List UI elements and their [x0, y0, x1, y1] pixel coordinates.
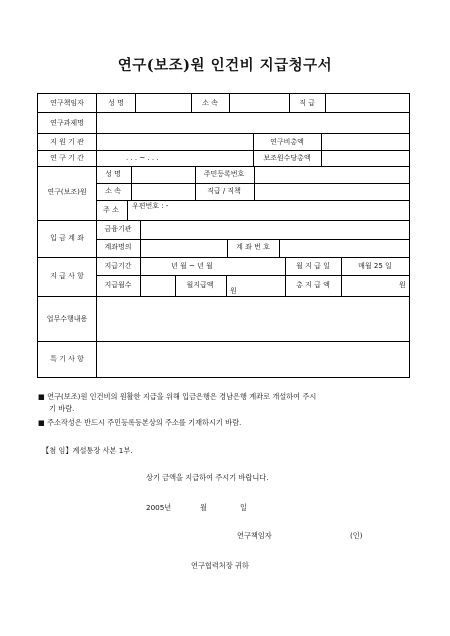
- won-unit-total: 원: [399, 281, 406, 289]
- date-year: 2005년: [146, 503, 172, 512]
- won-unit-monthly: 원: [230, 287, 237, 295]
- form-title: 연구(보조)원 인건비 지급청구서: [117, 57, 333, 74]
- assistant-total-label: 보조원수당총액: [263, 154, 311, 162]
- assistant-name-label: 성 명: [105, 170, 121, 178]
- rank-label: 직 급: [299, 99, 315, 107]
- bank-label: 금융기관: [104, 225, 132, 233]
- date-day: 일: [240, 503, 247, 512]
- account-number-label: 계 좌 번 호: [236, 243, 270, 251]
- duties-label: 업무수행내용: [46, 315, 88, 323]
- payment-period-value: 년 월 ~ 년 월: [171, 262, 213, 270]
- date-month: 월: [200, 503, 207, 512]
- postal-code: 우편번호 : -: [132, 202, 169, 210]
- note-1-line-1: ■ 연구(보조)원 인건비의 원활한 지급을 위해 입금은행은 경남은행 계좌로 개설하여 주시: [38, 392, 317, 401]
- monthly-amount-label: 월지급액: [186, 281, 214, 289]
- assistant-affiliation-label: 소 속: [105, 187, 121, 195]
- attachment-note: 【첨 임】계설통장 사본 1부.: [42, 446, 133, 455]
- addressee: 연구협력처장 귀하: [191, 561, 249, 570]
- account-holder-label: 계좌명의: [104, 243, 132, 251]
- monthly-payday-label: 월 지 급 일: [296, 262, 330, 270]
- position-label: 직급 / 직책: [207, 187, 241, 195]
- monthly-payday-value: 매월 25 일: [358, 262, 392, 270]
- signer-label: 연구책임자: [237, 531, 272, 540]
- period-dots: . . . ~ . . .: [126, 154, 159, 162]
- note-1-line-2: 기 바람.: [49, 404, 75, 413]
- affiliation-label: 소 속: [202, 99, 218, 107]
- research-period-label: 연 구 기 간: [50, 154, 84, 162]
- remarks-label: 특 기 사 항: [50, 355, 84, 363]
- total-amount-label: 총 지 급 액: [296, 281, 330, 289]
- name-label: 성 명: [108, 99, 124, 107]
- project-name-label: 연구과제명: [50, 119, 84, 127]
- request-statement: 상기 금액을 지급하여 주시기 바랍니다.: [146, 473, 269, 482]
- deposit-account-label: 입 금 계 좌: [50, 234, 84, 242]
- total-research-fund-label: 연구비총액: [270, 138, 304, 146]
- payment-period-label: 지급기간: [104, 262, 132, 270]
- note-2: ■ 주소작성은 반드시 주민등록등본상의 주소를 기재하시기 바람.: [38, 418, 242, 427]
- researcher-label: 연구책임자: [50, 99, 84, 107]
- funding-agency-label: 지 원 기 관: [50, 138, 84, 146]
- payment-items-label: 지 급 사 항: [50, 272, 84, 280]
- assistant-label: 연구(보조)원: [47, 188, 87, 196]
- request-form-table: [37, 93, 410, 378]
- seal-mark: (인): [350, 531, 363, 540]
- resident-number-label: 주민등록번호: [203, 170, 245, 178]
- address-label: 주 소: [103, 206, 119, 214]
- payment-months-label: 지급월수: [104, 281, 132, 289]
